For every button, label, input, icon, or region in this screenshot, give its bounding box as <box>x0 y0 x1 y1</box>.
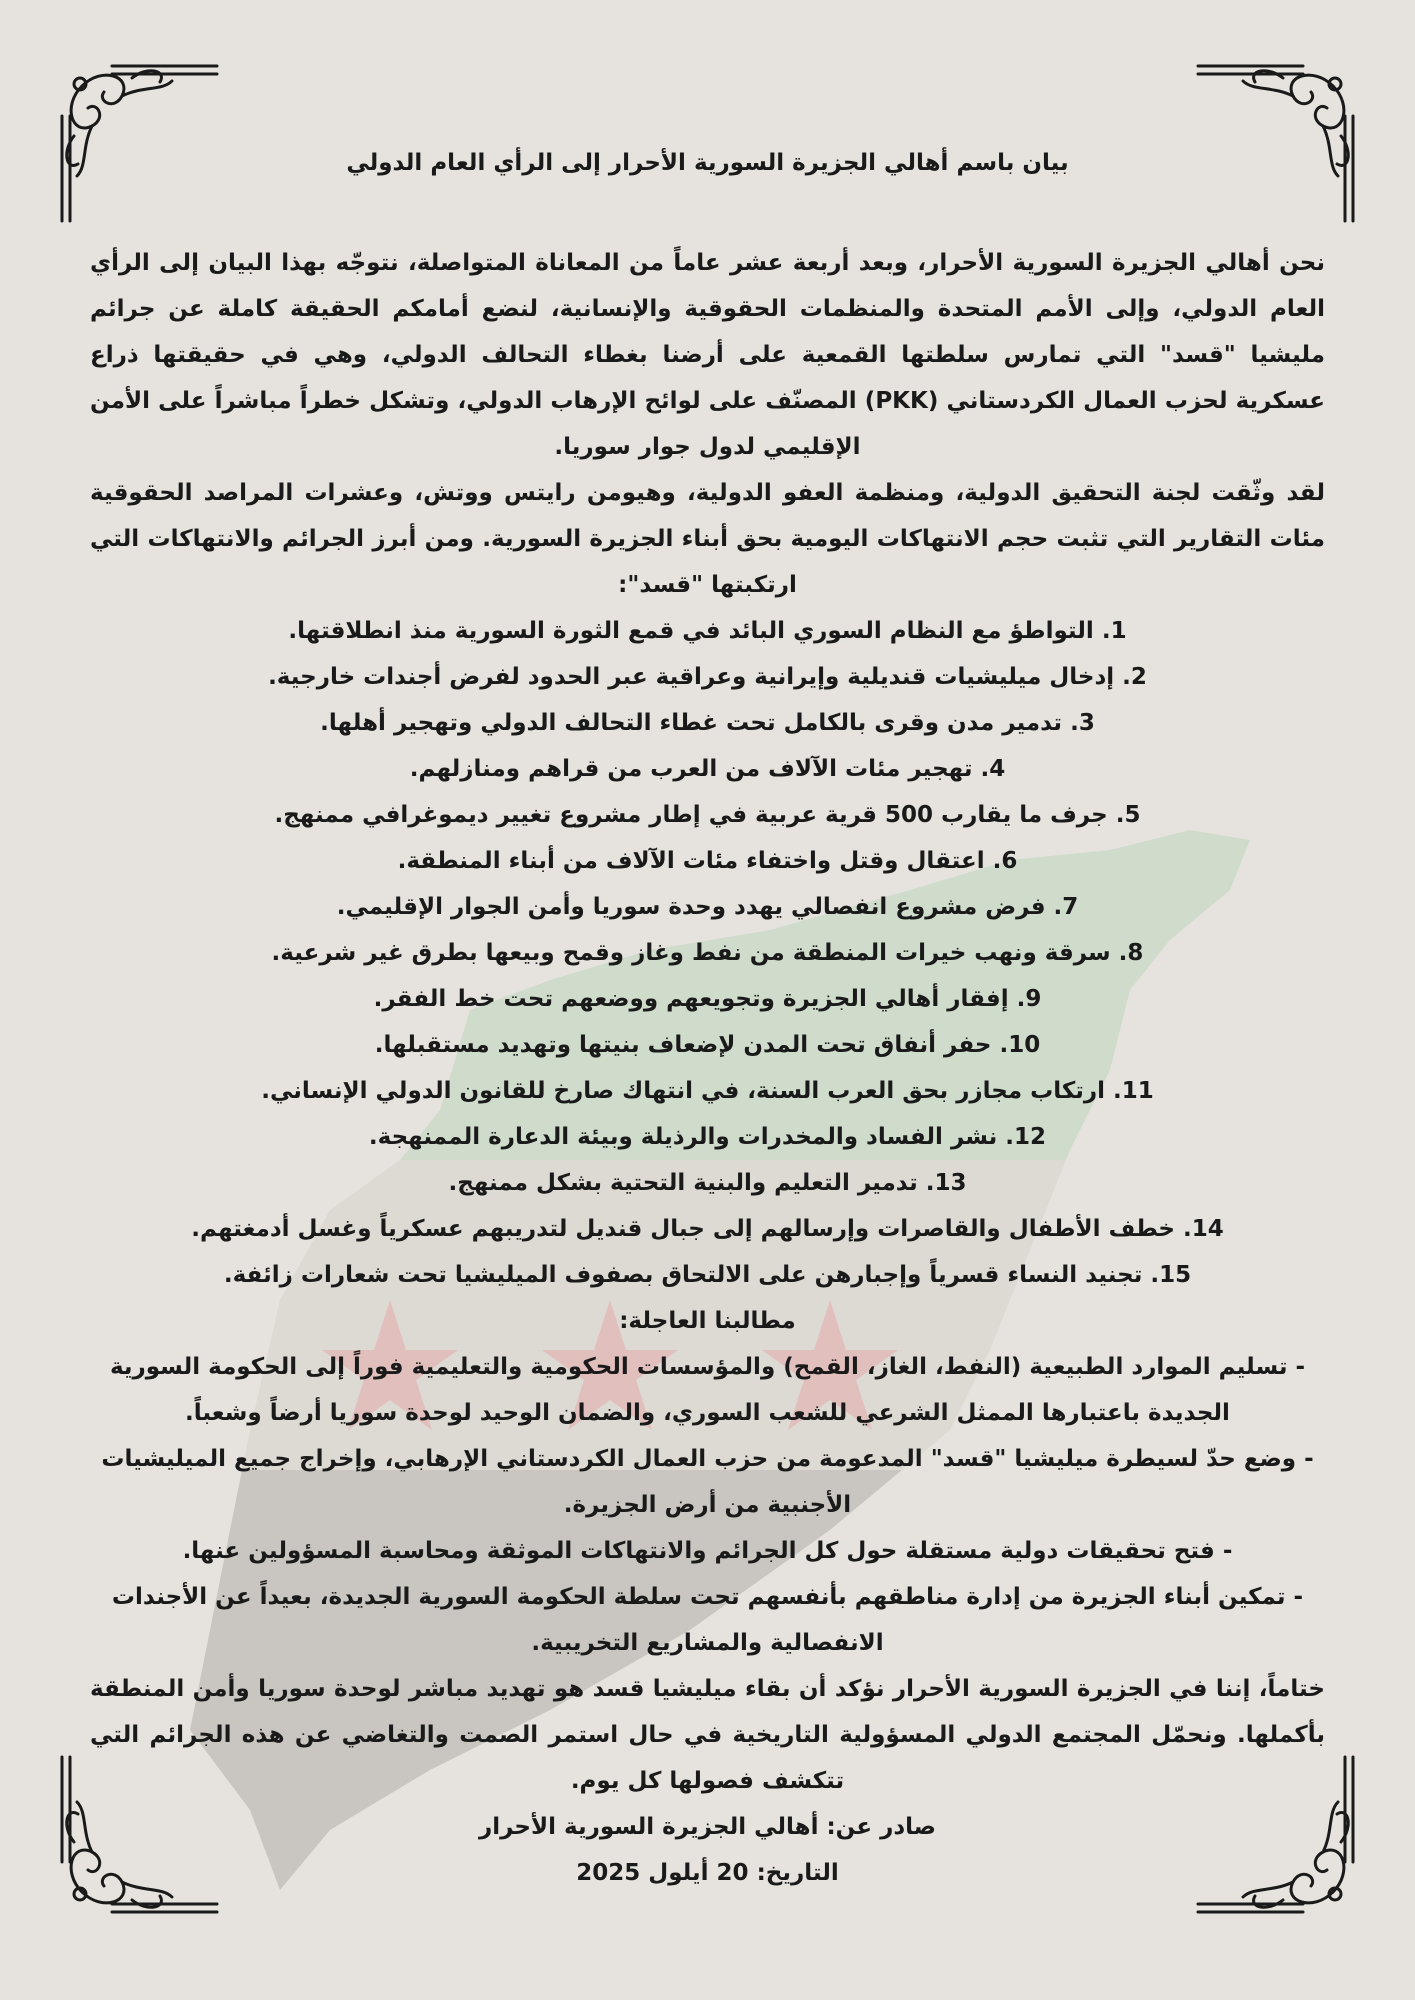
list-item: 14. خطف الأطفال والقاصرات وإرسالهم إلى جبال قنديل لتدريبهم عسكرياً وغسل أدمغتهم. <box>191 1216 1224 1242</box>
closing-paragraph: ختاماً، إننا في الجزيرة السورية الأحرار نؤكد أن بقاء ميليشيا قسد هو تهديد مباشر لوحدة سوريا وأمن المنطقة بأكملها. ونحمّل المجتمع الدولي المسؤولية التاريخية في حال استمر الصمت والتغاضي عن هذه الجرائم التي تتكشف فصولها كل يوم. <box>90 1676 1325 1794</box>
demands-heading: مطالبنا العاجلة: <box>619 1308 796 1334</box>
list-item: 10. حفر أنفاق تحت المدن لإضعاف بنيتها وتهديد مستقبلها. <box>374 1032 1041 1058</box>
list-item: 13. تدمير التعليم والبنية التحتية بشكل ممنهج. <box>448 1170 967 1196</box>
list-item: 3. تدمير مدن وقرى بالكامل تحت غطاء التحالف الدولي وتهجير أهلها. <box>320 710 1095 736</box>
list-item: 8. سرقة ونهب خيرات المنطقة من نفط وغاز وقمح وبيعها بطرق غير شرعية. <box>271 940 1144 966</box>
demand-item: - فتح تحقيقات دولية مستقلة حول كل الجرائم والانتهاكات الموثقة ومحاسبة المسؤولين عنها. <box>182 1538 1233 1564</box>
documentation-paragraph: لقد وثّقت لجنة التحقيق الدولية، ومنظمة العفو الدولية، وهيومن رايتس ووتش، وعشرات المراصد الحقوقية مئات التقارير التي تثبت حجم الانتهاكات اليومية بحق أبناء الجزيرة السورية. ومن أبرز الجرائم والانتهاكات التي ارتكبتها "قسد": <box>90 480 1325 598</box>
violations-list <box>90 608 1325 1298</box>
list-item: 6. اعتقال وقتل واختفاء مئات الآلاف من أبناء المنطقة. <box>397 848 1018 874</box>
list-item: 1. التواطؤ مع النظام السوري البائد في قمع الثورة السورية منذ انطلاقتها. <box>288 618 1127 644</box>
demand-item: - تسليم الموارد الطبيعية (النفط، الغاز، القمح) والمؤسسات الحكومية والتعليمية فوراً إلى الحكومة السورية الجديدة باعتبارها الممثل الشرعي للشعب السوري، والضمان الوحيد لوحدة سوريا أرضاً وشعباً. <box>109 1354 1306 1426</box>
list-item: 5. جرف ما يقارب 500 قرية عربية في إطار مشروع تغيير ديموغرافي ممنهج. <box>274 802 1141 828</box>
list-item: 2. إدخال ميليشيات قنديلية وإيرانية وعراقية عبر الحدود لفرض أجندات خارجية. <box>268 664 1147 690</box>
list-item: 7. فرض مشروع انفصالي يهدد وحدة سوريا وأمن الجوار الإقليمي. <box>336 894 1079 920</box>
list-item: 9. إفقار أهالي الجزيرة وتجويعهم ووضعهم تحت خط الفقر. <box>373 986 1042 1012</box>
demand-item: - وضع حدّ لسيطرة ميليشيا "قسد" المدعومة من حزب العمال الكردستاني الإرهابي، وإخراج جميع الميليشيات الأجنبية من أرض الجزيرة. <box>101 1446 1314 1518</box>
intro-paragraph: نحن أهالي الجزيرة السورية الأحرار، وبعد أربعة عشر عاماً من المعاناة المتواصلة، نتوجّه بهذا البيان إلى الرأي العام الدولي، وإلى الأمم المتحدة والمنظمات الحقوقية والإنسانية، لنضع أمامكم الحقيقة كاملة عن جرائم مليشيا "قسد" التي تمارس سلطتها القمعية على أرضنا بغطاء التحالف الدولي، وهي في حقيقتها ذراع عسكرية لحزب العمال الكردستاني (PKK) المصنّف على لوائح الإرهاب الدولي، وتشكل خطراً مباشراً على الأمن الإقليمي لدول جوار سوريا. <box>90 250 1325 460</box>
demand-item: - تمكين أبناء الجزيرة من إدارة مناطقهم بأنفسهم تحت سلطة الحكومة السورية الجديدة، بعيداً عن الأجندات الانفصالية والمشاريع التخريبية. <box>111 1584 1304 1656</box>
page-title: بيان باسم أهالي الجزيرة السورية الأحرار إلى الرأي العام الدولي <box>346 150 1069 176</box>
list-item: 4. تهجير مئات الآلاف من العرب من قراهم ومنازلهم. <box>409 756 1006 782</box>
list-item: 11. ارتكاب مجازر بحق العرب السنة، في انتهاك صارخ للقانون الدولي الإنساني. <box>261 1078 1154 1104</box>
issuer-line: صادر عن: أهالي الجزيرة السورية الأحرار <box>478 1814 937 1840</box>
statement-body <box>90 140 1325 1896</box>
list-item: 12. نشر الفساد والمخدرات والرذيلة وبيئة الدعارة الممنهجة. <box>368 1124 1047 1150</box>
list-item: 15. تجنيد النساء قسرياً وإجبارهن على الالتحاق بصفوف الميليشيا تحت شعارات زائفة. <box>223 1262 1192 1288</box>
date-line: التاريخ: 20 أيلول 2025 <box>576 1860 839 1886</box>
